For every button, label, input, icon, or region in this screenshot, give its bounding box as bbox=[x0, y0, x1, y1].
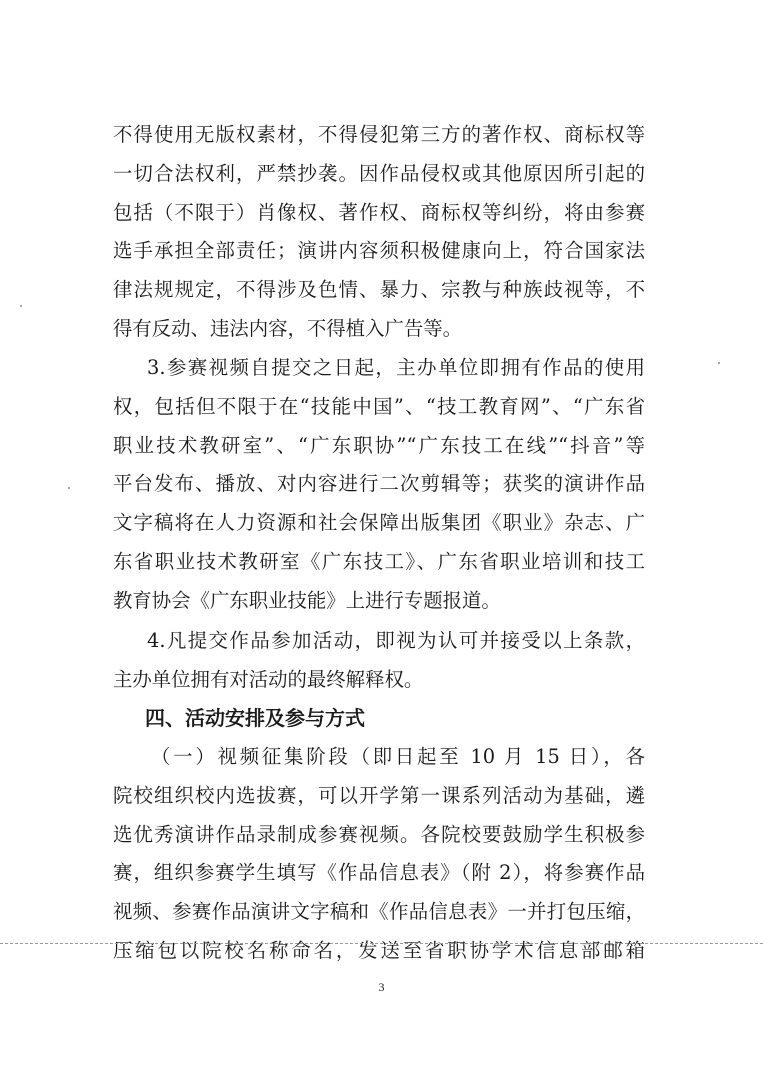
text-line: 平台发布、播放、对内容进行二次剪辑等；获奖的演讲作品 bbox=[113, 472, 645, 496]
section-heading: 四、活动安排及参与方式 bbox=[145, 706, 365, 730]
text-line: 压缩包以院校名称命名，发送至省职协学术信息部邮箱 bbox=[113, 938, 645, 962]
text-line: 一切合法权利，严禁抄袭。因作品侵权或其他原因所引起的 bbox=[113, 161, 645, 185]
text-line: 教育协会《广东职业技能》上进行专题报道。 bbox=[113, 588, 501, 612]
text-line: 东省职业技术教研室《广东技工》、广东省职业培训和技工 bbox=[113, 549, 645, 573]
page-number: 3 bbox=[378, 980, 385, 994]
text-line: 院校组织校内选拔赛，可以开学第一课系列活动为基础，遴 bbox=[113, 783, 645, 807]
paragraph-item-3-usage-rights bbox=[113, 349, 645, 621]
text-line: 律法规规定，不得涉及色情、暴力、宗教与种族歧视等，不 bbox=[113, 278, 645, 302]
text-line: 包括（不限于）肖像权、著作权、商标权等纠纷，将由参赛 bbox=[113, 200, 645, 224]
text-line: 选优秀演讲作品录制成参赛视频。各院校要鼓励学生积极参 bbox=[113, 822, 645, 846]
text-line: 选手承担全部责任；演讲内容须积极健康向上，符合国家法 bbox=[113, 239, 645, 263]
text-line: 职业技术教研室”、“广东职协”“广东技工在线”“抖音”等 bbox=[113, 433, 645, 457]
scan-speck bbox=[718, 362, 720, 364]
text-line: 赛，组织参赛学生填写《作品信息表》（附 2），将参赛作品 bbox=[113, 861, 645, 885]
paragraph-video-collection-stage bbox=[113, 738, 645, 971]
scan-speck bbox=[68, 487, 70, 489]
text-line: 权，包括但不限于在“技能中国”、“技工教育网”、“广东省 bbox=[113, 394, 645, 418]
text-line: 3.参赛视频自提交之日起，主办单位即拥有作品的使用 bbox=[147, 356, 645, 379]
scan-speck bbox=[20, 305, 22, 307]
text-line: 视频、参赛作品演讲文字稿和《作品信息表》一并打包压缩， bbox=[113, 900, 645, 924]
text-line: 不得使用无版权素材，不得侵犯第三方的著作权、商标权等 bbox=[113, 123, 645, 146]
text-line: 得有反动、违法内容，不得植入广告等。 bbox=[113, 316, 463, 340]
paragraph-copyright-terms bbox=[113, 116, 645, 349]
scan-dotted-line bbox=[0, 943, 763, 944]
text-line: （一）视频征集阶段（即日起至 10 月 15 日），各 bbox=[151, 745, 645, 768]
text-line: 文字稿将在人力资源和社会保障出版集团《职业》杂志、广 bbox=[113, 511, 645, 535]
text-line: 4.凡提交作品参加活动，即视为认可并接受以上条款， bbox=[147, 629, 645, 652]
text-line: 主办单位拥有对活动的最终解释权。 bbox=[113, 667, 424, 691]
paragraph-item-4-acceptance bbox=[113, 622, 645, 700]
